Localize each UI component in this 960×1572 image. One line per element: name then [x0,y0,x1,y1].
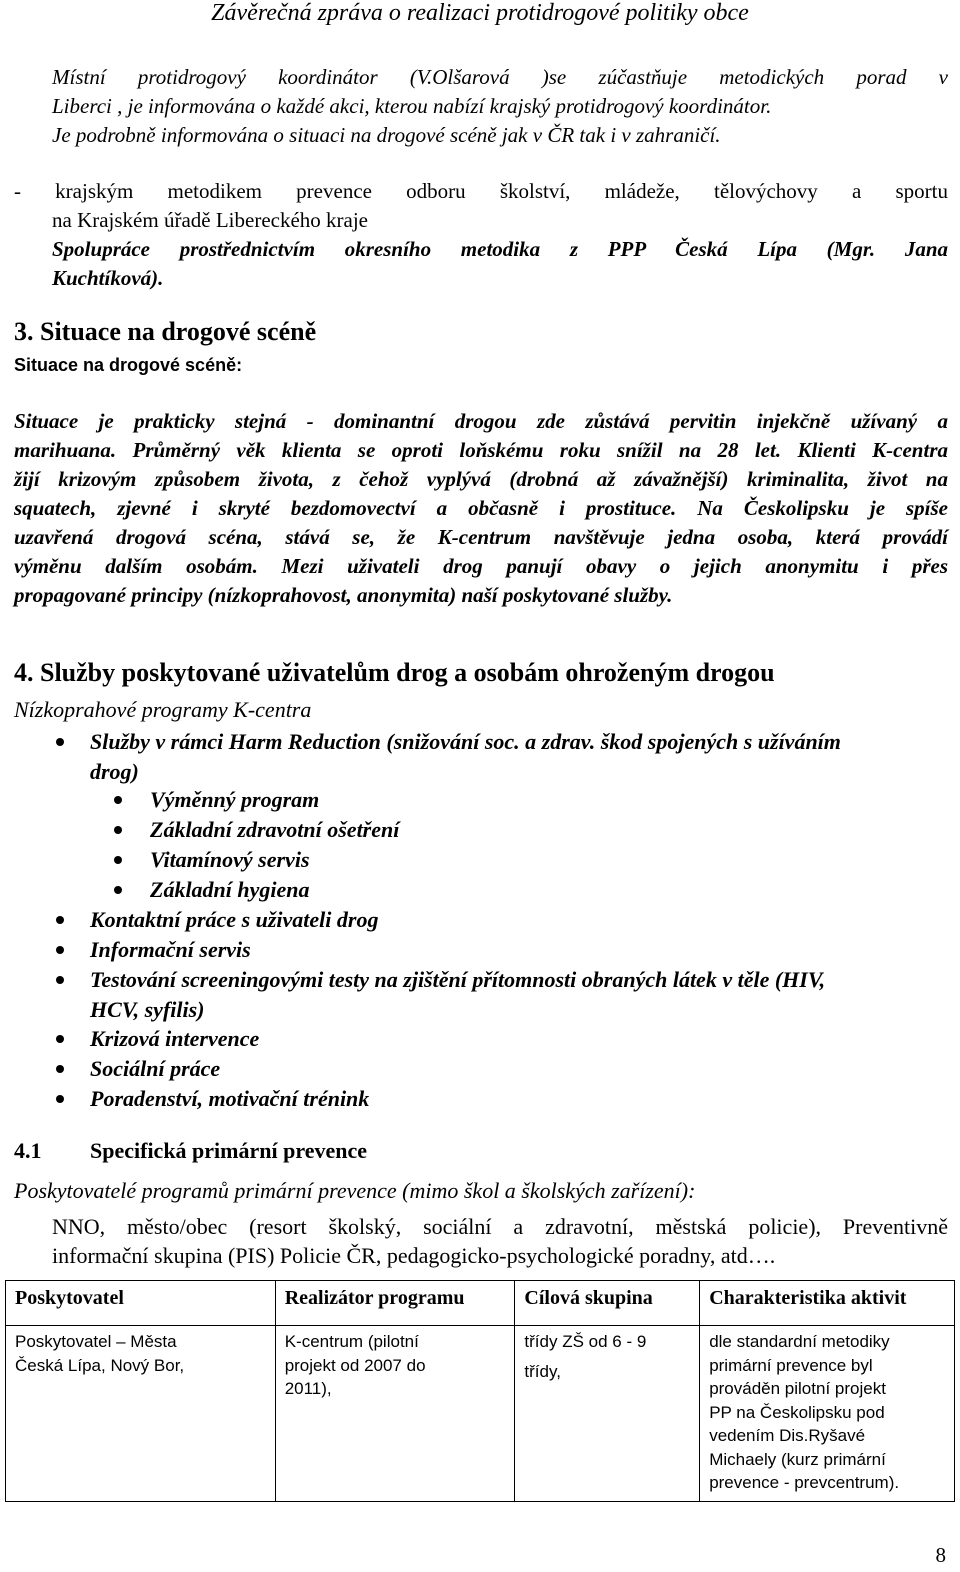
section4-heading: 4. Služby poskytované uživatelům drog a osobám ohroženým drogou [14,658,775,687]
paragraph-line: informační skupina (PIS) Policie ČR, pedagogicko-psychologické poradny, atd…. [52,1243,776,1268]
table-header-cell: Poskytovatel [6,1281,276,1326]
paragraph-line: žijí krizovým způsobem života, z čehož vyplývá (drobná až závažnější) kriminalita, život na [14,467,948,491]
list-item: Základní zdravotní ošetření [150,817,400,842]
bullet-icon [56,976,64,984]
paragraph-line: Místní protidrogový koordinátor (V.Olšarová )se zúčastňuje metodických porad v [52,65,948,89]
methodist-paragraph-cont [52,206,948,293]
paragraph-line: na Krajském úřadě Libereckého kraje [52,208,369,232]
table-row [6,1326,955,1502]
paragraph-line: výměnu dalším osobám. Mezi uživateli drog panují obavy o jejich anonymitu i přes [14,554,948,578]
bullet-icon [56,738,64,746]
section41-number: 4.1 [14,1138,42,1163]
list-item: Informační servis [90,937,251,962]
bullet-icon [56,1035,64,1043]
paragraph-line: uzavřená drogová scéna, stává se, že K-centrum navštěvuje jedna osoba, která provádí [14,525,948,549]
list-item: Krizová intervence [90,1026,260,1051]
section4-subheading: Nízkoprahové programy K-centra [14,697,312,722]
list-item: Kontaktní práce s uživateli drog [90,907,379,932]
paragraph-line: propagované principy (nízkoprahovost, anonymita) naší poskytované služby. [14,583,673,607]
bullet-icon [56,1095,64,1103]
paragraph-line: NNO, město/obec (resort školský, sociální a zdravotní, městská policie), Preventivně [52,1214,948,1239]
providers-paragraph [52,1212,948,1270]
bullet-icon [114,886,122,894]
paragraph-line: Spolupráce prostřednictvím okresního metodika z PPP Česká Lípa (Mgr. Jana [52,237,948,261]
section3-subheading: Situace na drogové scéně: [14,355,243,375]
providers-label: Poskytovatelé programů primární prevence (mimo škol a školských zařízení): [14,1178,696,1203]
document-title: Závěrečná zpráva o realizaci protidrogové politiky obce [211,0,749,26]
list-item: Sociální práce [90,1056,221,1081]
methodist-paragraph [14,177,948,206]
page-number: 8 [935,1543,946,1567]
providers-table [5,1280,955,1502]
section41-heading: Specifická primární prevence [90,1138,367,1163]
bullet-icon [56,946,64,954]
bullet-icon [114,826,122,834]
list-item: Základní hygiena [150,877,310,902]
bullet-icon [114,856,122,864]
table-cell-provider: Poskytovatel – Města Česká Lípa, Nový Bor, [6,1326,276,1502]
bullet-icon [114,796,122,804]
table-header-row [6,1281,955,1326]
paragraph-line: Situace je prakticky stejná - dominantní drogou zde zůstává pervitin injekčně užívaný a [14,409,948,433]
bullet-icon [56,916,64,924]
table-header-cell: Cílová skupina [515,1281,700,1326]
table-header-cell: Realizátor programu [275,1281,515,1326]
list-item: Výměnný program [150,787,320,812]
list-item: Služby v rámci Harm Reduction (snižování soc. a zdrav. škod spojených s užíváním drog) [90,729,841,784]
section3-paragraph [14,407,948,610]
table-header-cell: Charakteristika aktivit [700,1281,955,1326]
table-cell-target: třídy ZŠ od 6 - 9 třídy, [515,1326,700,1502]
paragraph-line: Je podrobně informována o situaci na drogové scéně jak v ČR tak i v zahraničí. [52,123,721,147]
list-item: Vitamínový servis [150,847,310,872]
paragraph-line: - krajským metodikem prevence odboru školství, mládeže, tělovýchovy a sportu [14,179,948,203]
paragraph-line: marihuana. Průměrný věk klienta se oproti loňskému roku snížil na 28 let. Klienti K-centra [14,438,948,462]
table-cell-realizer: K-centrum (pilotní projekt od 2007 do 2011), [275,1326,515,1502]
paragraph-line: Liberci , je informována o každé akci, kterou nabízí krajský protidrogový koordinátor. [52,94,772,118]
list-item: Poradenství, motivační trénink [90,1086,370,1111]
paragraph-line: Kuchtíková). [52,266,164,290]
bullet-icon [56,1065,64,1073]
section3-heading: 3. Situace na drogové scéně [14,317,317,346]
table-cell-activities: dle standardní metodiky primární prevence byl prováděn pilotní projekt PP na Českolipsku pod vedením Dis.Ryšavé Michaely (kurz primární prevence - prevcentrum). [700,1326,955,1502]
list-item: Testování screeningovými testy na zjištění přítomnosti obraných látek v těle (HIV, HCV, syfilis) [90,967,826,1022]
paragraph-line: squatech, zjevné i skryté bezdomovectví a občasně i prostituce. Na Českolipsku je spíše [14,496,948,520]
coordinator-paragraph [52,63,948,150]
